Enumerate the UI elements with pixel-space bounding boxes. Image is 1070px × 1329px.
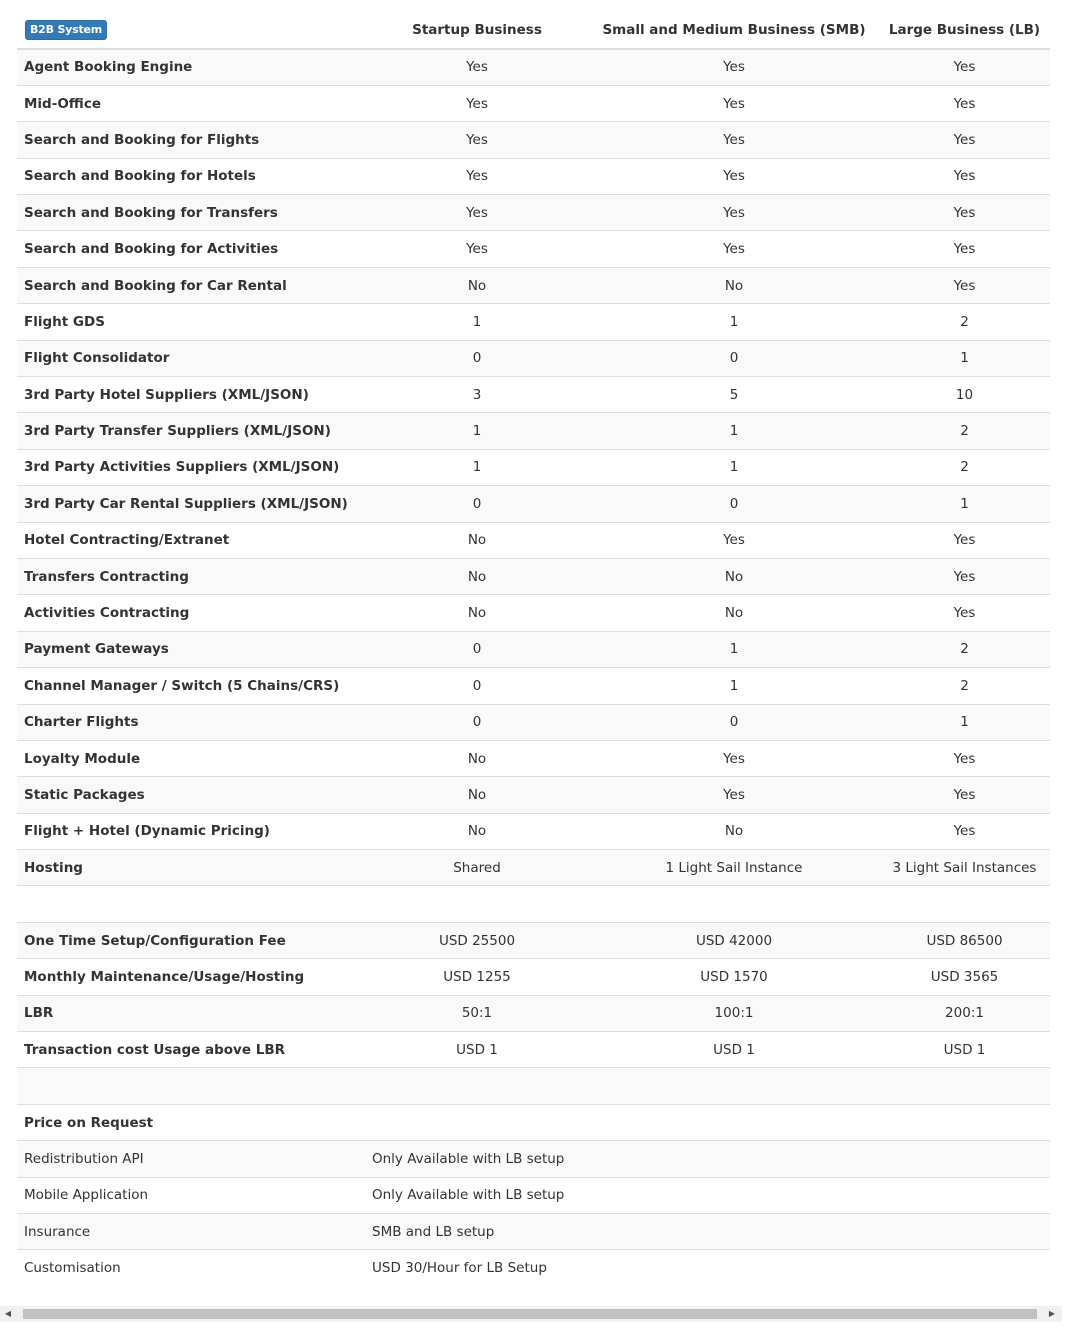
feature-value-lb: 2 xyxy=(879,631,1050,667)
pricing-value-lb: USD 3565 xyxy=(879,959,1050,995)
feature-row xyxy=(17,195,1050,231)
feature-value-smb: 1 xyxy=(589,631,879,667)
feature-value-startup: 0 xyxy=(365,668,589,704)
feature-row xyxy=(17,340,1050,376)
request-item-name: Redistribution API xyxy=(17,1141,365,1177)
feature-value-lb: Yes xyxy=(879,195,1050,231)
feature-name: Search and Booking for Car Rental xyxy=(17,267,365,303)
feature-name: Search and Booking for Flights xyxy=(17,122,365,158)
feature-value-lb: 1 xyxy=(879,486,1050,522)
table-body xyxy=(17,49,1050,1286)
feature-value-startup: Yes xyxy=(365,122,589,158)
feature-value-lb: 3 Light Sail Instances xyxy=(879,850,1050,886)
feature-value-smb: Yes xyxy=(589,777,879,813)
feature-value-smb: 1 Light Sail Instance xyxy=(589,850,879,886)
feature-value-lb: Yes xyxy=(879,813,1050,849)
feature-value-startup: No xyxy=(365,740,589,776)
feature-row xyxy=(17,668,1050,704)
feature-value-smb: 0 xyxy=(589,340,879,376)
feature-value-lb: Yes xyxy=(879,49,1050,85)
feature-value-lb: 2 xyxy=(879,668,1050,704)
feature-value-startup: 1 xyxy=(365,449,589,485)
feature-name: Hosting xyxy=(17,850,365,886)
feature-value-lb: 2 xyxy=(879,413,1050,449)
feature-row xyxy=(17,595,1050,631)
feature-value-startup: Yes xyxy=(365,195,589,231)
scrollbar-thumb[interactable] xyxy=(23,1309,1037,1319)
plan-header-startup: Startup Business xyxy=(365,12,589,49)
spacer-cell xyxy=(17,886,1050,922)
feature-value-smb: No xyxy=(589,813,879,849)
feature-value-startup: 0 xyxy=(365,631,589,667)
request-item-row xyxy=(17,1141,1050,1177)
feature-value-startup: Shared xyxy=(365,850,589,886)
feature-name: 3rd Party Activities Suppliers (XML/JSON) xyxy=(17,449,365,485)
pricing-name: Monthly Maintenance/Usage/Hosting xyxy=(17,959,365,995)
pricing-value-smb: 100:1 xyxy=(589,995,879,1031)
feature-row xyxy=(17,486,1050,522)
feature-value-smb: Yes xyxy=(589,122,879,158)
feature-value-smb: Yes xyxy=(589,85,879,121)
feature-value-lb: Yes xyxy=(879,158,1050,194)
feature-value-startup: Yes xyxy=(365,85,589,121)
feature-value-lb: Yes xyxy=(879,740,1050,776)
feature-name: Charter Flights xyxy=(17,704,365,740)
feature-name: Mid-Office xyxy=(17,85,365,121)
request-item-row xyxy=(17,1177,1050,1213)
pricing-value-startup: 50:1 xyxy=(365,995,589,1031)
feature-row xyxy=(17,377,1050,413)
request-item-name: Customisation xyxy=(17,1250,365,1286)
pricing-name: One Time Setup/Configuration Fee xyxy=(17,922,365,958)
feature-name: Flight Consolidator xyxy=(17,340,365,376)
pricing-table xyxy=(17,12,1050,1286)
feature-value-smb: Yes xyxy=(589,740,879,776)
feature-value-lb: 2 xyxy=(879,449,1050,485)
feature-name: Flight GDS xyxy=(17,304,365,340)
feature-name: Search and Booking for Hotels xyxy=(17,158,365,194)
feature-row xyxy=(17,413,1050,449)
feature-value-lb: Yes xyxy=(879,558,1050,594)
feature-value-smb: 1 xyxy=(589,449,879,485)
feature-name: Transfers Contracting xyxy=(17,558,365,594)
feature-name: 3rd Party Transfer Suppliers (XML/JSON) xyxy=(17,413,365,449)
feature-value-lb: Yes xyxy=(879,595,1050,631)
feature-row xyxy=(17,777,1050,813)
feature-row xyxy=(17,122,1050,158)
feature-name: Loyalty Module xyxy=(17,740,365,776)
pricing-name: LBR xyxy=(17,995,365,1031)
feature-value-startup: No xyxy=(365,267,589,303)
spacer-cell xyxy=(17,1068,1050,1104)
feature-value-smb: No xyxy=(589,558,879,594)
request-item-name: Mobile Application xyxy=(17,1177,365,1213)
pricing-value-startup: USD 1255 xyxy=(365,959,589,995)
pricing-value-smb: USD 42000 xyxy=(589,922,879,958)
feature-value-smb: 1 xyxy=(589,304,879,340)
price-on-request-title: Price on Request xyxy=(17,1104,1050,1140)
feature-value-startup: 0 xyxy=(365,340,589,376)
feature-row xyxy=(17,231,1050,267)
pricing-value-smb: USD 1570 xyxy=(589,959,879,995)
feature-value-startup: 0 xyxy=(365,486,589,522)
feature-value-startup: No xyxy=(365,813,589,849)
feature-value-lb: Yes xyxy=(879,267,1050,303)
feature-value-startup: 3 xyxy=(365,377,589,413)
b2b-system-badge: B2B System xyxy=(25,20,107,40)
feature-value-lb: Yes xyxy=(879,522,1050,558)
feature-row xyxy=(17,158,1050,194)
pricing-value-startup: USD 25500 xyxy=(365,922,589,958)
scroll-right-arrow-icon[interactable]: ▶ xyxy=(1048,1309,1056,1318)
feature-value-smb: Yes xyxy=(589,49,879,85)
feature-value-lb: 10 xyxy=(879,377,1050,413)
feature-value-lb: 1 xyxy=(879,340,1050,376)
feature-row xyxy=(17,267,1050,303)
feature-name: Search and Booking for Activities xyxy=(17,231,365,267)
feature-row xyxy=(17,558,1050,594)
feature-row xyxy=(17,850,1050,886)
feature-value-smb: No xyxy=(589,267,879,303)
pricing-row xyxy=(17,959,1050,995)
request-item-note: USD 30/Hour for LB Setup xyxy=(365,1250,1050,1286)
feature-value-smb: 0 xyxy=(589,704,879,740)
feature-row xyxy=(17,740,1050,776)
request-item-note: SMB and LB setup xyxy=(365,1214,1050,1250)
horizontal-scrollbar[interactable] xyxy=(0,1306,1062,1322)
feature-value-lb: Yes xyxy=(879,122,1050,158)
request-item-name: Insurance xyxy=(17,1214,365,1250)
feature-value-lb: Yes xyxy=(879,231,1050,267)
scroll-left-arrow-icon[interactable]: ◀ xyxy=(4,1309,12,1318)
feature-value-startup: No xyxy=(365,777,589,813)
feature-row xyxy=(17,304,1050,340)
pricing-row xyxy=(17,922,1050,958)
feature-row xyxy=(17,631,1050,667)
feature-name: 3rd Party Hotel Suppliers (XML/JSON) xyxy=(17,377,365,413)
feature-name: Hotel Contracting/Extranet xyxy=(17,522,365,558)
feature-value-startup: 0 xyxy=(365,704,589,740)
feature-value-startup: 1 xyxy=(365,304,589,340)
feature-value-lb: Yes xyxy=(879,777,1050,813)
pricing-value-lb: 200:1 xyxy=(879,995,1050,1031)
feature-value-smb: 1 xyxy=(589,413,879,449)
feature-row xyxy=(17,522,1050,558)
header-badge-cell xyxy=(17,12,365,49)
request-item-row xyxy=(17,1250,1050,1286)
feature-value-smb: 5 xyxy=(589,377,879,413)
feature-value-startup: Yes xyxy=(365,158,589,194)
feature-name: Search and Booking for Transfers xyxy=(17,195,365,231)
plan-header-lb: Large Business (LB) xyxy=(879,12,1050,49)
price-on-request-row xyxy=(17,1104,1050,1140)
feature-value-startup: No xyxy=(365,522,589,558)
table-header-row xyxy=(17,12,1050,49)
feature-row xyxy=(17,449,1050,485)
spacer-row xyxy=(17,886,1050,922)
feature-value-smb: Yes xyxy=(589,231,879,267)
feature-name: Activities Contracting xyxy=(17,595,365,631)
feature-name: 3rd Party Car Rental Suppliers (XML/JSON) xyxy=(17,486,365,522)
feature-value-smb: Yes xyxy=(589,522,879,558)
feature-value-lb: 2 xyxy=(879,304,1050,340)
feature-name: Payment Gateways xyxy=(17,631,365,667)
feature-value-startup: Yes xyxy=(365,231,589,267)
feature-value-startup: Yes xyxy=(365,49,589,85)
feature-name: Flight + Hotel (Dynamic Pricing) xyxy=(17,813,365,849)
pricing-row xyxy=(17,1032,1050,1068)
pricing-row xyxy=(17,995,1050,1031)
feature-value-lb: 1 xyxy=(879,704,1050,740)
request-item-note: Only Available with LB setup xyxy=(365,1177,1050,1213)
request-item-row xyxy=(17,1214,1050,1250)
feature-value-lb: Yes xyxy=(879,85,1050,121)
feature-value-smb: 0 xyxy=(589,486,879,522)
plan-header-smb: Small and Medium Business (SMB) xyxy=(589,12,879,49)
pricing-value-lb: USD 86500 xyxy=(879,922,1050,958)
feature-value-smb: Yes xyxy=(589,195,879,231)
feature-value-startup: No xyxy=(365,595,589,631)
pricing-value-startup: USD 1 xyxy=(365,1032,589,1068)
feature-name: Channel Manager / Switch (5 Chains/CRS) xyxy=(17,668,365,704)
pricing-name: Transaction cost Usage above LBR xyxy=(17,1032,365,1068)
feature-value-startup: 1 xyxy=(365,413,589,449)
feature-value-smb: Yes xyxy=(589,158,879,194)
feature-name: Agent Booking Engine xyxy=(17,49,365,85)
feature-row xyxy=(17,85,1050,121)
feature-value-smb: 1 xyxy=(589,668,879,704)
pricing-value-lb: USD 1 xyxy=(879,1032,1050,1068)
feature-name: Static Packages xyxy=(17,777,365,813)
pricing-table-container xyxy=(17,12,1050,1286)
feature-value-smb: No xyxy=(589,595,879,631)
request-item-note: Only Available with LB setup xyxy=(365,1141,1050,1177)
feature-row xyxy=(17,49,1050,85)
pricing-value-smb: USD 1 xyxy=(589,1032,879,1068)
feature-value-startup: No xyxy=(365,558,589,594)
feature-row xyxy=(17,813,1050,849)
spacer-row xyxy=(17,1068,1050,1104)
feature-row xyxy=(17,704,1050,740)
